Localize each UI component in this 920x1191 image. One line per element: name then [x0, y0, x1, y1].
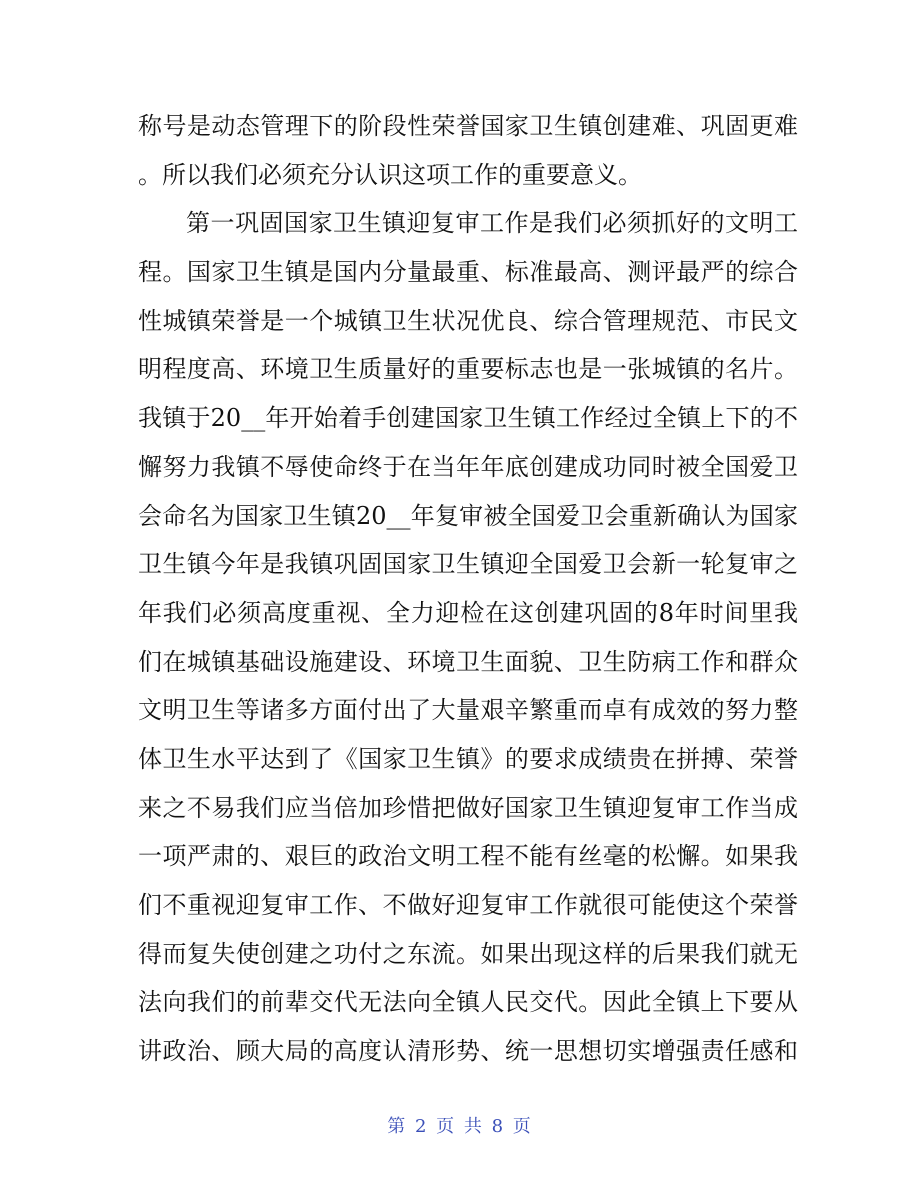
text-line: 们在城镇基础设施建设、环境卫生面貌、卫生防病工作和群众	[138, 647, 798, 676]
text-line: 一项严肃的、艰巨的政治文明工程不能有丝毫的松懈。如果我	[138, 842, 798, 871]
text-line: 。所以我们必须充分认识这项工作的重要意义。	[138, 160, 642, 189]
text-line: 我镇于20__年开始着手创建国家卫生镇工作经过全镇上下的不	[138, 404, 798, 433]
text-line: 卫生镇今年是我镇巩固国家卫生镇迎全国爱卫会新一轮复审之	[138, 550, 798, 579]
page-number-footer: 第 2 页 共 8 页	[387, 1116, 533, 1137]
text-line: 第一巩固国家卫生镇迎复审工作是我们必须抓好的文明工	[186, 209, 798, 238]
text-line: 们不重视迎复审工作、不做好迎复审工作就很可能使这个荣誉	[138, 891, 798, 919]
text-line: 明程度高、环境卫生质量好的重要标志也是一张城镇的名片。	[138, 355, 798, 384]
text-line: 讲政治、顾大局的高度认清形势、统一思想切实增强责任感和	[138, 1037, 798, 1066]
body-text	[138, 102, 798, 1076]
text-line: 称号是动态管理下的阶段性荣誉国家卫生镇创建难、巩固更难	[138, 112, 798, 140]
text-line: 体卫生水平达到了《国家卫生镇》的要求成绩贵在拼搏、荣誉	[138, 744, 798, 773]
text-line: 程。国家卫生镇是国内分量最重、标准最高、测评最严的综合	[138, 258, 798, 287]
text-line: 懈努力我镇不辱使命终于在当年年底创建成功同时被全国爱卫	[138, 452, 798, 481]
text-line: 会命名为国家卫生镇20__年复审被全国爱卫会重新确认为国家	[138, 501, 798, 530]
text-line: 性城镇荣誉是一个城镇卫生状况优良、综合管理规范、市民文	[138, 306, 798, 335]
text-line: 年我们必须高度重视、全力迎检在这创建巩固的8年时间里我	[138, 598, 798, 627]
text-line: 文明卫生等诸多方面付出了大量艰辛繁重而卓有成效的努力整	[138, 696, 798, 725]
text-line: 得而复失使创建之功付之东流。如果出现这样的后果我们就无	[138, 939, 798, 968]
text-line: 法向我们的前辈交代无法向全镇人民交代。因此全镇上下要从	[138, 988, 798, 1017]
text-line: 来之不易我们应当倍加珍惜把做好国家卫生镇迎复审工作当成	[138, 793, 798, 822]
